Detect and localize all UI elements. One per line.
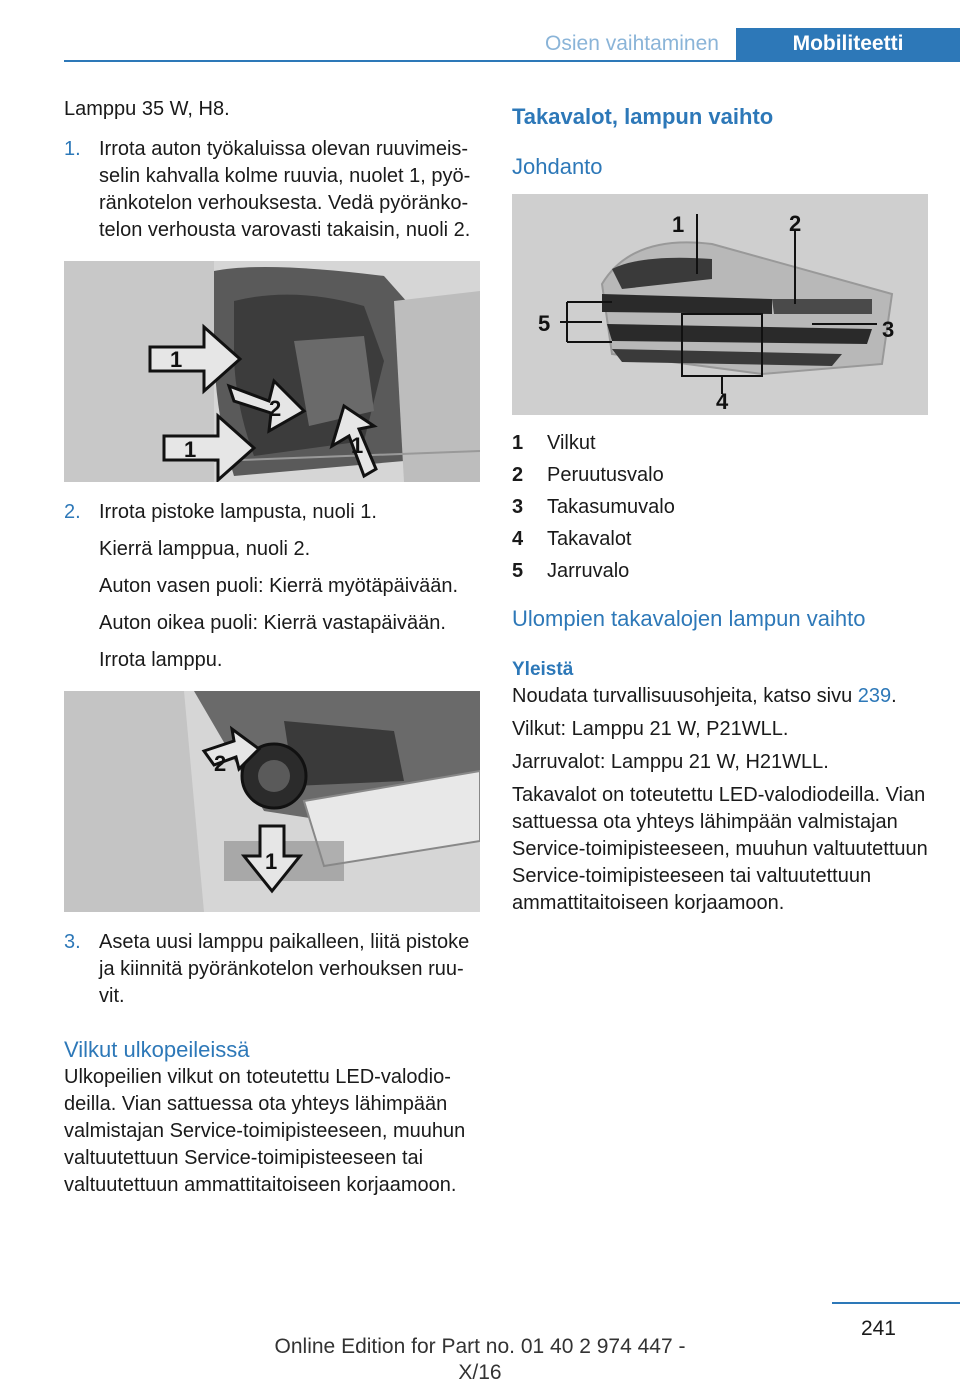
header-section: Osien vaihtaminen	[545, 32, 719, 55]
turn-signal-spec: Vilkut: Lamppu 21 W, P21WLL.	[512, 718, 789, 740]
figure3-label-1: 1	[672, 212, 685, 237]
bulb-socket-figure	[64, 691, 480, 912]
wheel-housing-figure	[64, 261, 480, 482]
figure1-label-1b: 1	[184, 437, 197, 462]
legend-number: 2	[512, 464, 524, 486]
page-link-239[interactable]: 239	[857, 685, 892, 707]
step-2-line-2: Kierrä lamppua, nuoli 2.	[99, 538, 311, 560]
safety-text-prefix: Noudata turvallisuusohjeita, katso sivu	[512, 685, 858, 707]
safety-text	[512, 683, 928, 710]
step-2	[64, 499, 480, 674]
header-rule	[64, 60, 960, 62]
figure3-label-2: 2	[789, 211, 802, 236]
figure3-label-5: 5	[538, 311, 551, 336]
step-2-number: 2.	[64, 501, 81, 523]
figure1-label-1c: 1	[351, 433, 364, 458]
legend-item	[512, 491, 928, 523]
legend-number: 3	[512, 496, 524, 518]
legend-label: Takasumuvalo	[547, 496, 675, 518]
step-3-number: 3.	[64, 931, 81, 953]
legend-number: 1	[512, 432, 524, 454]
legend-item	[512, 427, 928, 459]
left-column	[64, 96, 480, 1199]
legend-label: Vilkut	[547, 432, 596, 454]
legend-number: 5	[512, 560, 524, 582]
figure2-label-2: 2	[214, 751, 227, 776]
outer-lights-heading: Ulompien takavalojen lampun vaihto	[512, 606, 866, 631]
figure2-label-1: 1	[265, 849, 278, 874]
safety-text-end: .	[891, 685, 897, 707]
figure3-label-3: 3	[882, 317, 895, 342]
legend-item	[512, 523, 928, 555]
step-2-line-3: Auton vasen puoli: Kierrä myötäpäivään.	[99, 575, 459, 597]
legend-label: Takavalot	[547, 528, 632, 550]
mirror-heading: Vilkut ulkopeileissä	[64, 1037, 250, 1062]
figure1-label-2: 2	[269, 396, 282, 421]
step-2-line-4: Auton oikea puoli: Kierrä vastapäivään.	[99, 612, 446, 634]
page-number: 241	[860, 1317, 896, 1340]
header-chapter: Mobiliteetti	[736, 28, 960, 60]
legend-item	[512, 459, 928, 491]
brake-light-spec: Jarruvalot: Lamppu 21 W, H21WLL.	[512, 751, 829, 773]
intro-subheading: Johdanto	[512, 154, 603, 179]
tail-light-figure	[512, 194, 928, 415]
right-column	[512, 96, 928, 917]
led-text: Takavalot on toteutettu LED-valodiodeilla. Vian sattuessa ota yhteys lähimpään valmistajan Service-toimipisteeseen, muuhun valtuutettuun Service-toimipisteeseen tai valtuutettuun ammattitaitoiseen korjaamoon.	[512, 784, 928, 914]
step-1	[64, 136, 480, 244]
legend-number: 4	[512, 528, 524, 550]
step-1-number: 1.	[64, 138, 81, 160]
figure-legend	[512, 427, 928, 587]
legend-item	[512, 555, 928, 587]
section-heading: Takavalot, lampun vaihto	[512, 104, 774, 129]
mirror-text: Ulkopeilien vilkut on toteutettu LED-valodiodeilla. Vian sattuessa ota yhteys lähimpään valmistajan Service-toimipisteeseen, muuhun valtuutettuun Service-toimipisteeseen tai valtuutettuun ammattitaitoiseen korjaamoon.	[64, 1066, 466, 1196]
legend-label: Peruutusvalo	[547, 464, 664, 486]
general-heading: Yleistä	[512, 659, 574, 680]
bulb-spec-text: Lamppu 35 W, H8.	[64, 98, 230, 120]
edition-note: Online Edition for Part no. 01 40 2 974 447 - X/16	[274, 1335, 686, 1384]
step-3-text: Aseta uusi lamppu paikalleen, liitä pistoke ja kiinnitä pyöränkotelon verhouksen ruuvit.	[99, 931, 470, 1007]
figure1-label-1a: 1	[170, 347, 183, 372]
step-3	[64, 929, 480, 1010]
legend-label: Jarruvalo	[547, 560, 630, 582]
step-2-line-1: Irrota pistoke lampusta, nuoli 1.	[99, 501, 377, 523]
figure3-label-4: 4	[716, 389, 729, 414]
step-1-text: Irrota auton työkaluissa olevan ruuvimeisselin kahvalla kolme ruuvia, nuolet 1, pyöränkotelon verhouksesta. Vedä pyöränkotelon verhousta varovasti takaisin, nuoli 2.	[99, 138, 471, 241]
step-2-line-5: Irrota lamppu.	[99, 649, 223, 671]
footer-rule	[832, 1302, 960, 1304]
